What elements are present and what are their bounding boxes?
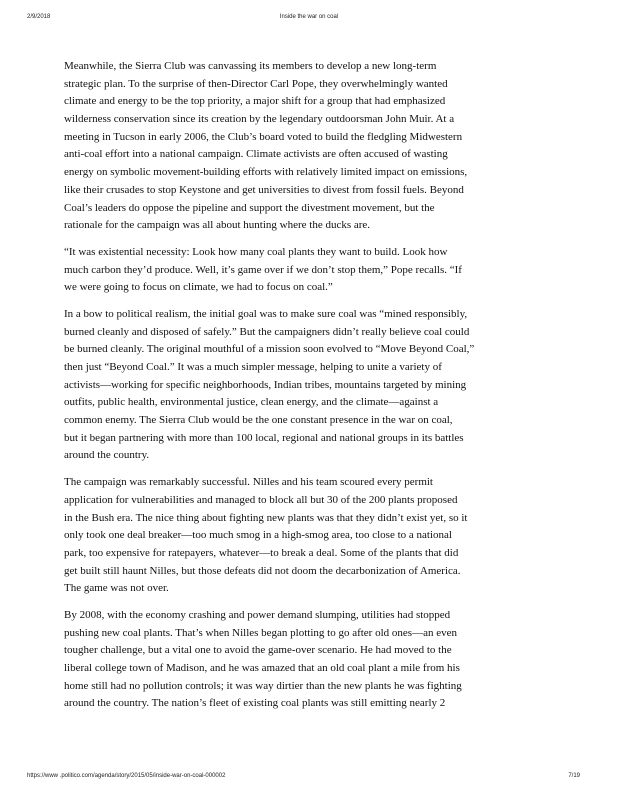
paragraph-line: be burned cleanly. The original mouthful of a mission soon evolved to “Move Beyond Coal,” (64, 343, 475, 356)
article-paragraph (64, 244, 514, 297)
paragraph-line: activists—working for specific neighborhoods, Indian tribes, mountains targeted by mining (64, 378, 467, 391)
print-page-title: Inside the war on coal (279, 14, 339, 20)
article-body (64, 58, 514, 722)
paragraph-line: climate and energy to be the top priority, a major shift for a group that had emphasized (64, 95, 446, 108)
paragraph-line: burned cleanly and disposed of safely.” But the campaigners didn’t really believe coal could (64, 325, 470, 338)
paragraph-line: The game was not over. (64, 582, 169, 595)
paragraph-line: liberal college town of Madison, and he was amazed that an old coal plant a mile from his (64, 662, 460, 674)
paragraph-line: By 2008, with the economy crashing and power demand slumping, utilities had stopped (64, 608, 451, 621)
print-url: https://www .politico.com/agenda/story/2015/05/inside-war-on-coal-000002 (27, 773, 226, 779)
paragraph-line: wilderness conservation since its creation by the legendary outdoorsman John Muir. At a (64, 113, 455, 126)
paragraph-line: meeting in Tucson in early 2006, the Club’s board voted to build the fledgling Midwestern (64, 130, 463, 143)
paragraph-line: The campaign was remarkably successful. Nilles and his team scoured every permit (64, 476, 433, 489)
paragraph-line: around the country. (64, 449, 150, 462)
paragraph-line: common enemy. The Sierra Club would be the one constant presence in the war on coal, (64, 414, 453, 427)
paragraph-line: application for vulnerabilities and managed to block all but 30 of the 200 plants proposed (64, 493, 458, 506)
paragraph-line: much carbon they’d produce. Well, it’s game over if we don’t stop them,” Pope recalls. “If (64, 263, 462, 276)
paragraph-line: energy on symbolic movement-building efforts with relatively limited impact on emissions, (64, 166, 468, 179)
paragraph-line: strategic plan. To the surprise of then-Director Carl Pope, they overwhelmingly wanted (64, 77, 448, 90)
paragraph-line: around the country. The nation’s fleet of existing coal plants was still emitting nearly 2 (64, 697, 446, 710)
paragraph-line: Meanwhile, the Sierra Club was canvassing its members to develop a new long-term (64, 60, 437, 72)
paragraph-line: anti-coal effort into a national campaign. Climate activists are often accused of wasting (64, 148, 448, 161)
article-paragraph (64, 306, 514, 465)
paragraph-line: like their crusades to stop Keystone and get universities to divest from fossil fuels. Beyond (64, 183, 464, 196)
paragraph-line: pushing new coal plants. That’s when Nilles began plotting to go after old ones—an even (64, 626, 457, 639)
article-paragraph (64, 474, 514, 598)
paragraph-line: in the Bush era. The nice thing about fighting new plants was that they didn’t exist yet, so it (64, 511, 468, 524)
print-date: 2/9/2018 (27, 14, 51, 20)
paragraph-line: outfits, public health, environmental justice, clean energy, and the climate—against a (64, 396, 439, 409)
paragraph-line: In a bow to political realism, the initial goal was to make sure coal was “mined responsibly, (64, 307, 468, 320)
paragraph-line: but it began partnering with more than 100 local, regional and national groups in its battles (64, 431, 464, 444)
article-paragraph (64, 58, 514, 235)
paragraph-line: tougher challenge, but a vital one to avoid the game-over scenario. He had moved to the (64, 644, 452, 657)
paragraph-line: park, too expensive for ratepayers, whatever—to break a deal. Some of the plants that did (64, 546, 459, 559)
paragraph-line: then just “Beyond Coal.” It was a much simpler message, helping to unite a variety of (64, 361, 442, 373)
paragraph-line: we were going to focus on climate, we had to focus on coal.” (64, 281, 333, 294)
paragraph-line: Coal’s leaders do oppose the pipeline and support the divestment movement, but the (64, 201, 435, 214)
paragraph-line: home still had no pollution controls; it was way dirtier than the new plants he was fighting (64, 679, 462, 692)
article-paragraph (64, 607, 514, 713)
paragraph-line: only took one deal breaker—too much smog in a high-smog area, too close to a national (64, 529, 452, 542)
paragraph-line: get built still haunt Nilles, but those defeats did not doom the decarbonization of America. (64, 564, 461, 577)
page-number: 7/19 (568, 773, 580, 779)
paragraph-line: rationale for the campaign was all about hunting where the ducks are. (64, 219, 371, 232)
paragraph-line: “It was existential necessity: Look how many coal plants they want to build. Look how (64, 245, 448, 258)
